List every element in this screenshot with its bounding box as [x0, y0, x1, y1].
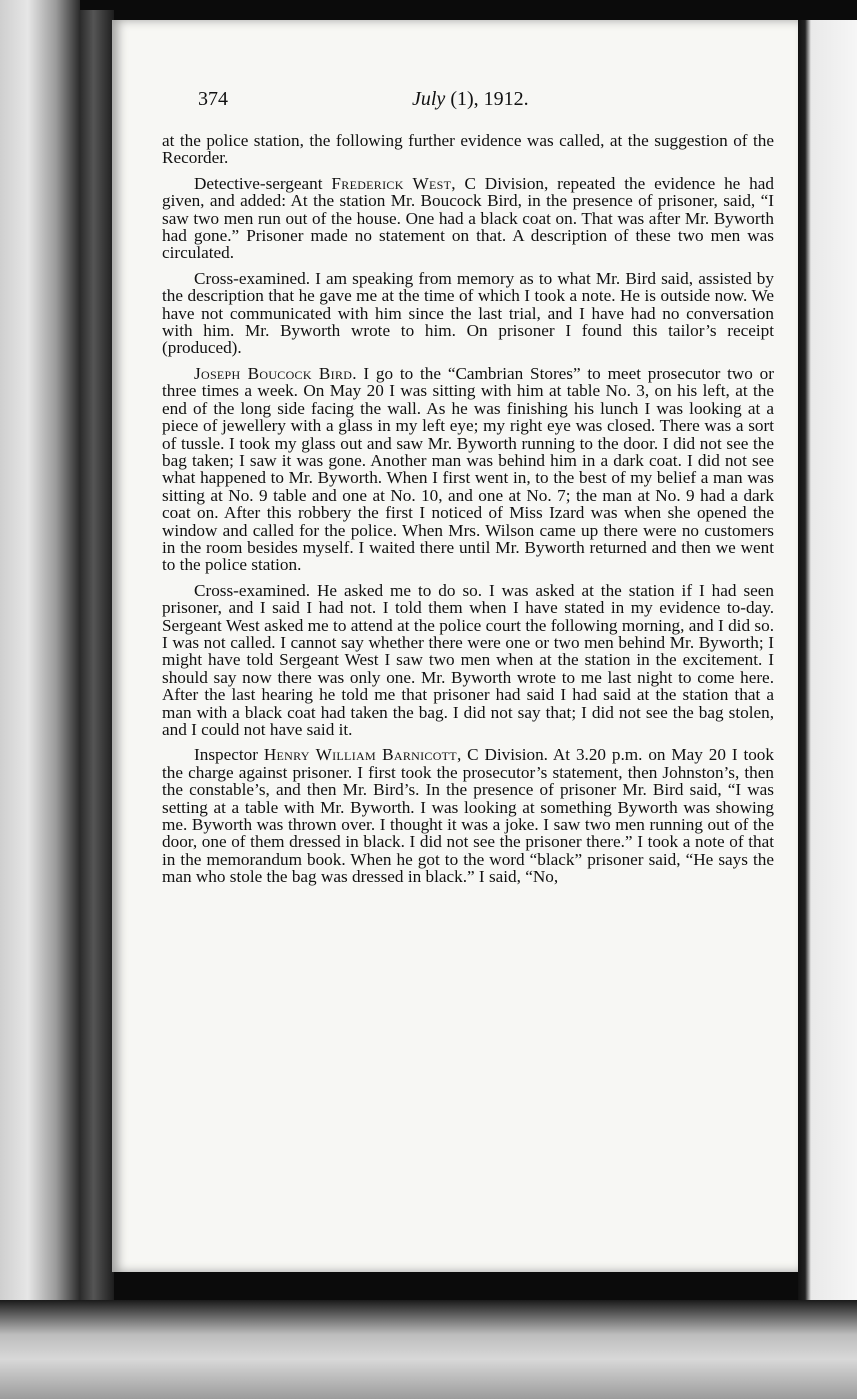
witness-name: Henry William Barnicott [263, 745, 457, 765]
paragraph-text: , C Division. At 3.20 p.m. on May 20 I took the charge against prisoner. I first took the prosecutor’s statement, then Johnston’s, then the constable’s, and then Mr. Bird’s. In the presence of prisoner Mr. Bird said, “I was setting at a table with Mr. Byworth. I was looking at something Byworth was showing me. Byworth was thrown over. I thought it was a joke. I saw two men running out of the door, one of them dressed in black. I did not see the prisoner there.” I took a note of that in the memorandum book. When he got to the word “black” prisoner said, “He says the man who stole the bag was dressed in black.” I said, “No, [162, 745, 774, 887]
paragraph-continuation [162, 132, 774, 167]
paragraph-text: Cross-examined. I am speaking from memory as to what Mr. Bird said, assisted by the description that he gave me at the time of which I took a note. He is outside now. We have not communicated with him since the last trial, and I have had no conversation with him. Mr. Byworth wrote to him. On prisoner I found this tailor’s receipt (produced). [162, 268, 774, 358]
paragraph-text: , C Division, repeated the evidence he had given, and added: At the station Mr. Boucock Bird, in the presence of prisoner, said, “I saw two men run out of the house. One had a black coat on. That was after Mr. Byworth had gone.” Prisoner made no statement on that. A description of these two men was circulated. [162, 173, 774, 263]
scan-background-bottom [0, 1300, 857, 1399]
paragraph-witness-bird [162, 365, 774, 574]
paragraph-text: Cross-examined. He asked me to do so. I was asked at the station if I had seen prisoner, and I said I had not. I told them when I have stated in my evidence to-day. Sergeant West asked me to attend at the police court the following morning, and I did so. I was not called. I cannot say whether there were one or two men behind Mr. Byworth; I might have told Sergeant West I saw two men when at the station in the excitement. I should say now there was only one. Mr. Byworth wrote to me last night to come here. After the last hearing he told me that prisoner had said I had said at the station that a man with a black coat had taken the bag. I did not say that; I did not see the bag stolen, and I could not have said it. [162, 580, 774, 739]
running-head-month: July [412, 88, 446, 110]
running-head-day-year: (1), 1912. [445, 88, 529, 110]
scan-background-left [0, 0, 80, 1399]
witness-lead: Inspector [194, 745, 264, 765]
paragraph-cross-examined-bird [162, 582, 774, 739]
paragraph-cross-examined-west [162, 270, 774, 357]
page-number: 374 [198, 88, 228, 110]
paragraph-witness-west [162, 175, 774, 262]
paragraph-text: at the police station, the following further evidence was called, at the suggestion of the Recorder. [162, 131, 774, 168]
witness-name: Frederick West [331, 173, 452, 193]
book-page [112, 20, 798, 1272]
witness-lead: Detective-sergeant [194, 173, 332, 193]
book-spine [80, 10, 114, 1300]
running-head-date [412, 88, 529, 111]
body-text [162, 132, 774, 894]
paragraph-text: . I go to the “Cambrian Stores” to meet prosecutor two or three times a week. On May 20 I was sitting with him at table No. 3, on his left, at the end of the long side facing the wall. As he was finishing his lunch I was looking at a piece of jewellery with a glass in my left eye; my right eye was closed. There was a sort of tussle. I took my glass out and saw Mr. Byworth running to the door. I did not see the bag taken; I saw it was gone. Another man was behind him in a dark coat. I did not see what happened to Mr. Byworth. When I first went in, to the best of my belief a man was sitting at No. 9 table and one at No. 10, and one at No. 7; the man at No. 9 had a dark coat on. After this robbery the first I noticed of Miss Izard was when she opened the window and called for the police. When Mrs. Wilson came up there were no customers in the room besides myself. I waited there until Mr. Byworth returned and then we went to the police station. [162, 363, 774, 575]
page-header [198, 88, 758, 118]
witness-name: Joseph Boucock Bird [194, 363, 353, 383]
paragraph-witness-barnicott [162, 746, 774, 885]
facing-page-edge [798, 20, 857, 1300]
